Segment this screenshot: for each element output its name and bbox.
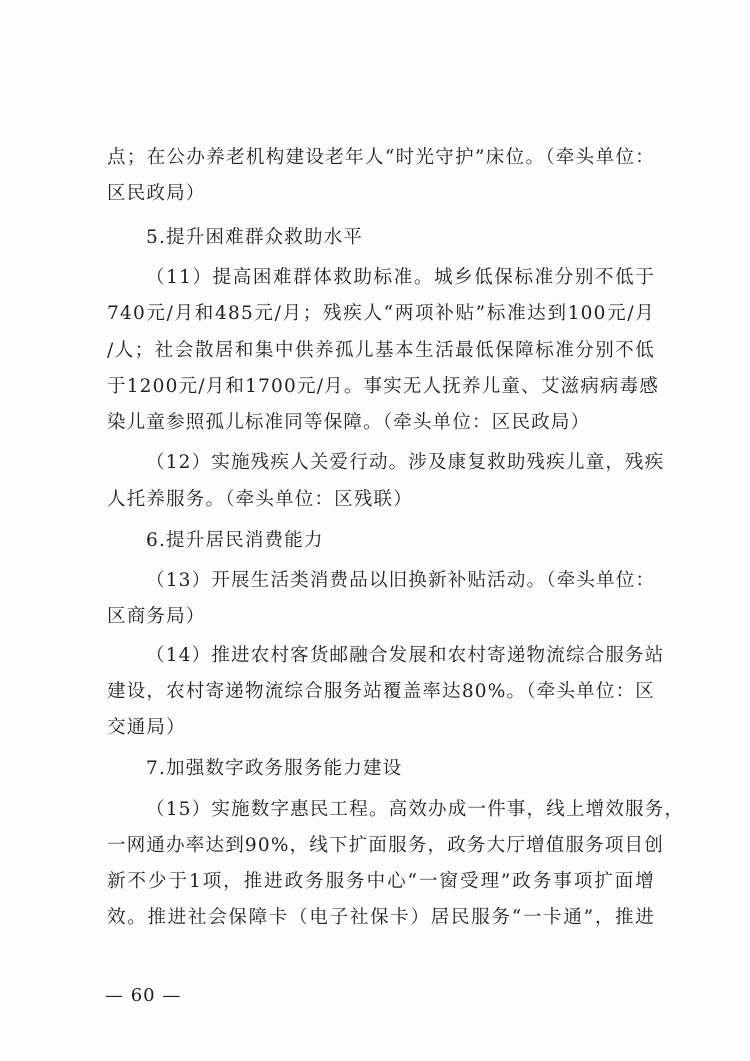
paragraph-line: 区商务局） [107,606,206,627]
paragraph-line: 染儿童参照孤儿标准同等保障。（牵头单位：区民政局） [107,412,591,433]
page-number: — 60 — [105,985,182,1006]
paragraph-line: 人托养服务。（牵头单位：区残联） [107,489,413,510]
paragraph-line: （12）实施残疾人关爱行动。涉及康复救助残疾儿童，残疾 [146,452,665,473]
paragraph-line: 交通局） [107,717,186,738]
paragraph-line: 建设，农村寄递物流综合服务站覆盖率达80%。（牵头单位：区 [107,681,655,702]
paragraph-line: /人；社会散居和集中供养孤儿基本生活最低保障标准分别不低 [107,340,655,361]
section-heading: 6.提升居民消费能力 [146,530,324,551]
paragraph-line: （14）推进农村客货邮融合发展和农村寄递物流综合服务站 [146,645,665,666]
paragraph-line: （15）实施数字惠民工程。高效办成一件事，线上增效服务， [146,799,685,820]
paragraph-line: 于1200元/月和1700元/月。事实无人抚养儿童、艾滋病病毒感 [107,376,660,397]
paragraph-line: 区民政局） [107,183,206,204]
section-heading: 5.提升困难群众救助水平 [146,227,364,248]
paragraph-line: 效。推进社会保障卡（电子社保卡）居民服务“一卡通”，推进 [107,907,655,928]
paragraph-line: 740元/月和485元/月；残疾人“两项补贴”标准达到100元/月 [107,303,655,324]
paragraph-line: （13）开展生活类消费品以旧换新补贴活动。（牵头单位： [146,570,656,591]
paragraph-line: 点；在公办养老机构建设老年人“时光守护”床位。（牵头单位： [107,147,655,168]
section-heading: 7.加强数字政务服务能力建设 [146,758,403,779]
paragraph-line: （11）提高困难群体救助标准。城乡低保标准分别不低于 [146,267,655,288]
paragraph-line: 新不少于1项，推进政务服务中心“一窗受理”政务事项扩面增 [107,871,655,892]
paragraph-line: 一网通办率达到90%，线下扩面服务，政务大厅增值服务项目创 [107,835,664,856]
